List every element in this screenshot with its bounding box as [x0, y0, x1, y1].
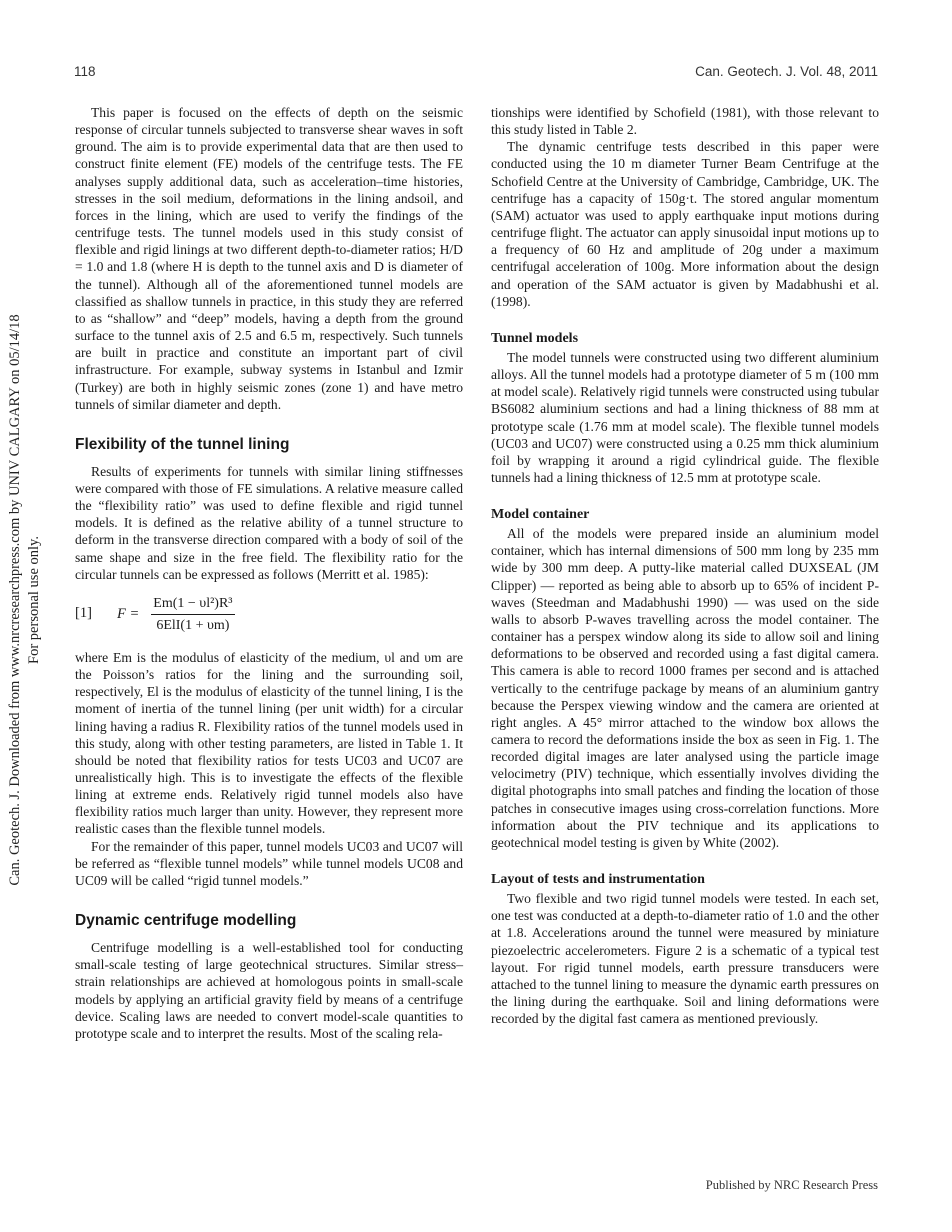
- publisher-footer: Published by NRC Research Press: [705, 1178, 878, 1192]
- flexibility-paragraph-2: where Em is the modulus of elasticity of the medium, υl and υm are the Poisson’s ratios for the lining and the surrounding soil, respectively, El is the modulus of elasticity of the tunnel lining, I is the moment of inertia of the tunnel lining (per unit width) for a circular lining having a radius R. Flexibility ratios of the tunnel models used in this study, along with other testing parameters, are listed in Table 1. It should be noted that flexibility ratios for tests UC03 and UC07 are unrealistically high. This is to investigate the effects of the flexible lining at extreme ends. Relatively rigid tunnel models also have flexibility ratios much larger than unity. However, they represent more realistic cases than the flexible tunnel models.: [75, 649, 463, 837]
- equation-lhs: F =: [117, 606, 140, 623]
- centrifuge-paragraph-2: The dynamic centrifuge tests described in this paper were conducted using the 10 m diameter Turner Beam Centrifuge at the Schofield Centre at the University of Cambridge, Cambridge, UK. The centrifuge has a capacity of 150g·t. The stored angular momentum (SAM) actuator was used to apply earthquake input motions during centrifuge flight. The actuator can apply sinusoidal input motions up to a frequency of 60 Hz and amplitude of 20g under a maximum centrifugal acceleration of 100g. More information about the design and operation of the SAM actuator is given by Madabhushi et al. (1998).: [491, 139, 879, 309]
- subheading-layout-instrumentation: Layout of tests and instrumentation: [491, 872, 705, 888]
- subheading-tunnel-models: Tunnel models: [491, 330, 579, 346]
- intro-paragraph: This paper is focused on the effects of depth on the seismic response of circular tunnels subjected to transverse shear waves in soft ground. The aim is to provide experimental data that are then used to construct finite element (FE) models of the centrifuge tests. The FE analyses supply additional data, such as acceleration–time histories, stresses in the soil medium, deformations in the lining andsoil, and forces in the lining, which are used to verify the findings of the centrifuge tests. The tunnel models used in this study consist of flexible and rigid linings at two different depth-to-diameter ratios; H/D = 1.0 and 1.8 (where H is depth to the tunnel axis and D is diameter of the tunnel). Although all of the aforementioned tunnel models are classified as shallow tunnels in practice, in this study they are referred to as “shallow” and “deep” models, having a depth from the ground surface to the tunnel axis of 2.5 and 6.5 m, respectively. Such tunnels are built in practice and constitute an important part of civil infrastructure. For example, subway systems in Istanbul and Izmir (Turkey) are both in highly seismic zones (zone 1) and have metro tunnels of similar diameter and depth.: [75, 105, 463, 412]
- centrifuge-paragraph-1: Centrifuge modelling is a well-established tool for conducting small-scale testing of large geotechnical structures. Similar stress–strain relationships are achieved at homologous points in small-scale models by applying an artificial gravity field by means of a centrifuge device. Scaling laws are needed to convert model-scale quantities to prototype scale and to interpret the results. Most of the scaling rela-: [75, 940, 463, 1041]
- flexibility-equation: [75, 593, 463, 637]
- flexibility-paragraph-3: For the remainder of this paper, tunnel models UC03 and UC07 will be referred as “flexible tunnel models” while tunnel models UC08 and UC09 will be called “rigid tunnel models.”: [75, 838, 463, 888]
- equation-numerator: Em(1 − υl²)R³: [151, 595, 234, 615]
- left-column: [75, 104, 463, 1042]
- subheading-model-container: Model container: [491, 507, 590, 523]
- watermark-line-2: For personal use only.: [26, 536, 42, 664]
- journal-citation: Can. Geotech. J. Vol. 48, 2011: [695, 64, 878, 79]
- watermark-line-1: Can. Geotech. J. Downloaded from www.nrcresearchpress.com by UNIV CALGARY on 05/14/18: [7, 314, 23, 886]
- section-heading-centrifuge: Dynamic centrifuge modelling: [75, 912, 297, 930]
- tunnel-models-paragraph: The model tunnels were constructed using two different aluminium alloys. All the tunnel models had a prototype diameter of 5 m (100 mm at model scale). Relatively rigid tunnels were constructed using tubular BS6082 aluminium sections and had a lining thickness of 88 mm at prototype scale (1.76 mm at model scale). The flexible tunnel models (UC03 and UC07) were constructed using a 0.25 mm thick aluminium foil by wrapping it around a rigid cylindrical guide. The flexible tunnels had a lining thickness of 12.5 mm at prototype scale.: [491, 349, 879, 485]
- equation-denominator: 6ElI(1 + υm): [156, 618, 230, 634]
- model-container-paragraph: All of the models were prepared inside an aluminium model container, which has internal dimensions of 500 mm long by 235 mm wide by 300 mm deep. A putty-like material called DUXSEAL (JM Clipper) — reported as being able to absorb up to 65% of incident P-waves (Steedman and Madabhushi 1990) — was used on the side walls to absorb P-waves travelling across the model container. The container has a perspex window along its side to allow soil and lining deformations to be observed and recorded using a fast digital camera. This camera is able to record 1000 frames per second and is attached vertically to the centrifuge package by means of an aluminium gantry because the Perspex viewing window and the camera are oriented at right angles. A 45° mirror attached to the window box allows the camera to record the deformations inside the box as seen in Fig. 1. The recorded digital images are later analysed using the particle image velocimetry (PIV) technique, which essentially involves dividing the digital photographs into small patches and finding the location of those patches in consecutive images using cross-correlation functions. More information about the PIV technique and its applications to geotechnical model testing is given by White (2002).: [491, 526, 879, 850]
- download-watermark: [6, 100, 44, 1100]
- flexibility-paragraph-1: Results of experiments for tunnels with similar lining stiffnesses were compared with those of FE simulations. A relative measure called the “flexibility ratio” was used to define flexible and rigid tunnel models. It is defined as the relative ability of a tunnel structure to deform in the transverse direction compared with a body of soil of the same shape and size in the free field. The flexibility ratio for the circular tunnels can be expressed as follows (Merritt et al. 1985):: [75, 463, 463, 582]
- page-number: 118: [74, 64, 96, 79]
- centrifuge-paragraph-continued: tionships were identified by Schofield (1981), with those relevant to this study listed in Table 2.: [491, 105, 879, 138]
- layout-paragraph: Two flexible and two rigid tunnel models were tested. In each set, one test was conducted at a depth-to-diameter ratio of 1.0 and the other at 1.8. Accelerations around the tunnel were measured by miniature piezoelectric accelerometers. Figure 2 is a schematic of a typical test layout. For rigid tunnel models, earth pressure transducers were attached to the tunnel lining to measure the dynamic earth pressures on the lining during the earthquake. Soil and lining deformations were recorded by the digital fast camera as mentioned previously.: [491, 891, 879, 1027]
- equation-body: [117, 593, 235, 637]
- equation-fraction: [151, 595, 234, 634]
- right-column: [491, 104, 879, 1027]
- section-heading-flexibility: Flexibility of the tunnel lining: [75, 435, 290, 453]
- equation-number: [1]: [75, 604, 92, 621]
